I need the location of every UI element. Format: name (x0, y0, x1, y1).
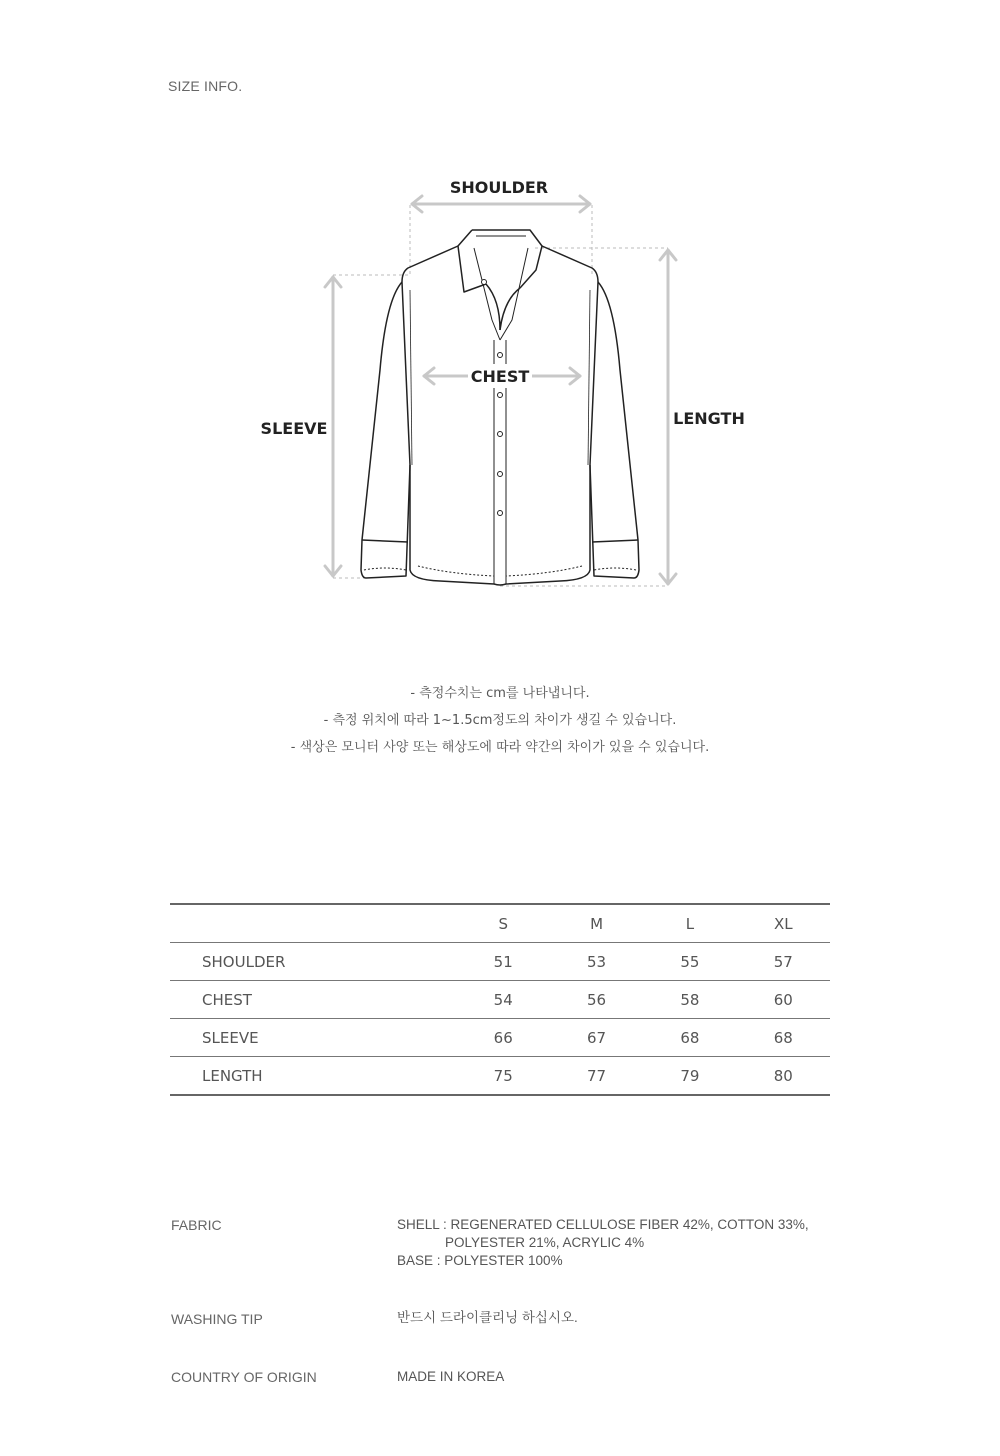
table-cell: 79 (643, 1057, 736, 1096)
note-line: - 측정수치는 cm를 나타냅니다. (410, 686, 590, 701)
table-row (170, 1019, 830, 1057)
fabric-line: POLYESTER 21%, ACRYLIC 4% (445, 1235, 645, 1250)
table-row (170, 1057, 830, 1096)
country-of-origin-value: MADE IN KOREA (397, 1369, 505, 1384)
shoulder-arrow (412, 196, 590, 212)
fabric-value (397, 1216, 809, 1270)
table-cell: 56 (550, 981, 643, 1019)
table-cell: 68 (737, 1019, 830, 1057)
table-cell: 54 (457, 981, 550, 1019)
table-cell: 66 (457, 1019, 550, 1057)
table-row (170, 943, 830, 981)
sleeve-label: SLEEVE (260, 419, 328, 438)
row-label: SHOULDER (170, 943, 457, 981)
table-cell: 77 (550, 1057, 643, 1096)
table-cell: 60 (737, 981, 830, 1019)
header-cell: M (550, 904, 643, 943)
length-label: LENGTH (673, 409, 745, 428)
chest-label: CHEST (470, 367, 530, 386)
washing-tip-label: WASHING TIP (171, 1311, 263, 1327)
size-table-header (170, 904, 830, 943)
fabric-line: BASE : POLYESTER 100% (397, 1253, 563, 1268)
country-of-origin-label: COUNTRY OF ORIGIN (171, 1369, 317, 1385)
size-table (170, 903, 830, 1096)
table-cell: 67 (550, 1019, 643, 1057)
fabric-label: FABRIC (171, 1217, 222, 1233)
shirt-measurement-diagram (0, 150, 1000, 610)
section-title: SIZE INFO. (168, 78, 243, 94)
note-line: - 측정 위치에 따라 1~1.5cm정도의 차이가 생길 수 있습니다. (323, 713, 677, 728)
measurement-notes (0, 680, 1000, 761)
table-cell: 57 (737, 943, 830, 981)
table-cell: 55 (643, 943, 736, 981)
shoulder-label: SHOULDER (449, 178, 549, 197)
header-cell: L (643, 904, 736, 943)
row-label: LENGTH (170, 1057, 457, 1096)
washing-tip-value: 반드시 드라이클리닝 하십시오. (397, 1310, 578, 1325)
table-cell: 51 (457, 943, 550, 981)
row-label: SLEEVE (170, 1019, 457, 1057)
fabric-line: SHELL : REGENERATED CELLULOSE FIBER 42%, COTTON 33%, (397, 1217, 809, 1232)
table-cell: 80 (737, 1057, 830, 1096)
note-line: - 색상은 모니터 사양 또는 해상도에 따라 약간의 차이가 있을 수 있습니다. (290, 740, 710, 755)
table-cell: 75 (457, 1057, 550, 1096)
row-label: CHEST (170, 981, 457, 1019)
table-cell: 58 (643, 981, 736, 1019)
table-cell: 68 (643, 1019, 736, 1057)
header-cell: S (457, 904, 550, 943)
header-cell (170, 904, 457, 943)
table-cell: 53 (550, 943, 643, 981)
shirt-illustration (361, 230, 639, 585)
table-row (170, 981, 830, 1019)
header-cell: XL (737, 904, 830, 943)
